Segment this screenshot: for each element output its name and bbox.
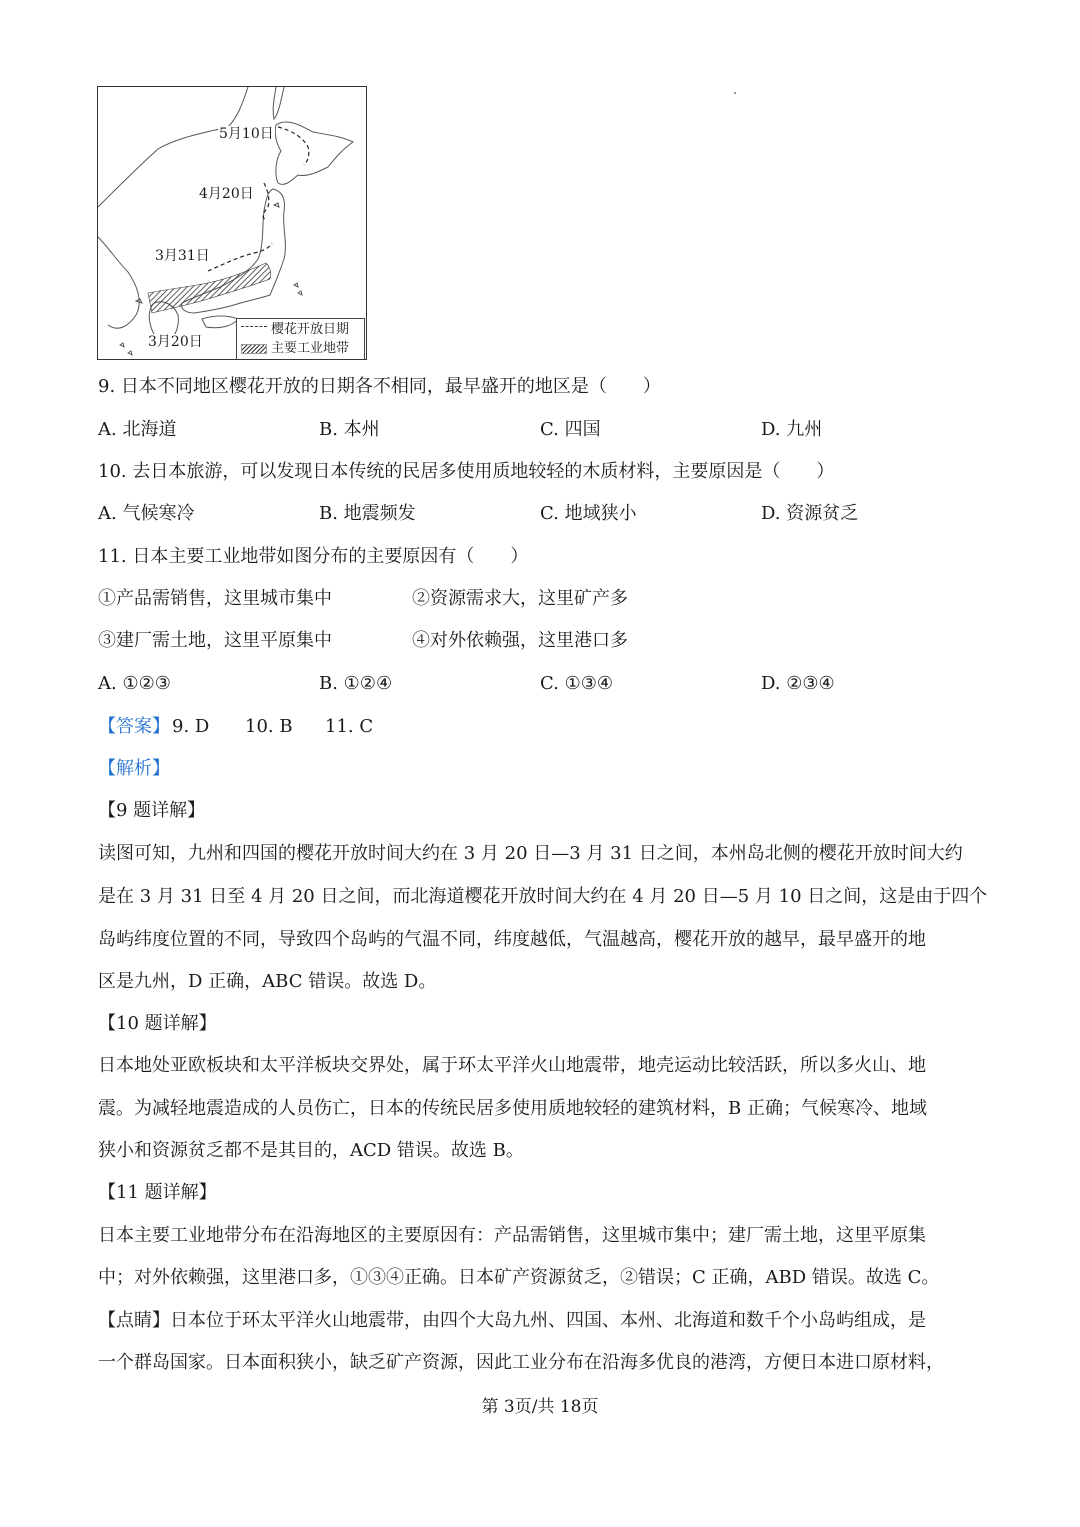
sakhalin <box>273 87 284 119</box>
hatched-area-icon <box>241 344 267 354</box>
tip-line-1 <box>98 1309 926 1333</box>
q9-option-d: D. 九州 <box>761 419 823 440</box>
isoline-may10 <box>278 127 309 165</box>
label-may10: 5月10日 <box>219 126 274 142</box>
answer-11: 11. C <box>325 716 374 737</box>
q11-option-b: B. ①②④ <box>319 673 393 694</box>
q11-option-c: C. ①③④ <box>540 673 613 694</box>
legend-dashed: 樱花开放日期 <box>241 321 349 339</box>
label-apr20: 4月20日 <box>199 186 254 202</box>
hokkaido <box>275 122 353 184</box>
d10-line-3: 狭小和资源贫乏都不是其目的，ACD 错误。故选 B。 <box>98 1140 524 1161</box>
d9-line-4: 区是九州，D 正确，ABC 错误。故选 D。 <box>98 971 437 992</box>
page-footer: 第 3页/共 18页 <box>481 1397 599 1417</box>
stray-dot <box>734 92 736 94</box>
q11-item-2: ②资源需求大，这里矿产多 <box>412 588 628 609</box>
analysis-tag: 【解析】 <box>98 758 170 779</box>
d9-line-2: 是在 3 月 31 日至 4 月 20 日之间，而北海道樱花开放时间大约在 4 月 20 日—5 月 10 日之间，这是由于四个 <box>98 886 988 907</box>
d10-line-2: 震。为减轻地震造成的人员伤亡，日本的传统民居多使用质地较轻的建筑材料，B 正确；气候寒冷、地域 <box>98 1098 927 1119</box>
d9-line-3: 岛屿纬度位置的不同，导致四个岛屿的气温不同，纬度越低，气温越高，樱花开放的越早，最早盛开的地 <box>98 929 926 950</box>
d9-line-1: 读图可知，九州和四国的樱花开放时间大约在 3 月 20 日—3 月 31 日之间，本州岛北侧的樱花开放时间大约 <box>98 843 963 864</box>
korean-peninsula <box>98 237 139 328</box>
q9-option-c: C. 四国 <box>540 419 601 440</box>
q9-option-b: B. 本州 <box>319 419 380 440</box>
q10-stem: 10. 去日本旅游，可以发现日本传统的民居多使用质地较轻的木质材料，主要原因是（ ） <box>98 461 835 482</box>
tip-text-1: 日本位于环太平洋火山地震带，由四个大岛九州、四国、本州、北海道和数千个小岛屿组成，是 <box>170 1310 926 1331</box>
japan-map-figure <box>97 86 367 360</box>
label-mar20: 3月20日 <box>148 334 203 350</box>
q10-option-b: B. 地震频发 <box>319 503 416 524</box>
d11-line-2: 中；对外依赖强，这里港口多，①③④正确。日本矿产资源贫乏，②错误；C 正确，ABD 错误。故选 C。 <box>98 1267 940 1288</box>
d10-line-1: 日本地处亚欧板块和太平洋板块交界处，属于环太平洋火山地震带，地壳运动比较活跃，所以多火山、地 <box>98 1055 926 1076</box>
answer-10: 10. B <box>245 716 293 737</box>
map-legend <box>236 318 365 360</box>
answer-9: 9. D <box>172 716 210 737</box>
q11-stem: 11. 日本主要工业地带如图分布的主要原因有（ ） <box>98 546 529 567</box>
d10-title: 【10 题详解】 <box>98 1013 217 1034</box>
q10-option-a: A. 气候寒冷 <box>98 503 195 524</box>
q11-item-3: ③建厂需土地，这里平原集中 <box>98 630 332 651</box>
dashed-line-icon <box>241 326 267 327</box>
answer-tag: 【答案】 <box>98 716 170 737</box>
q10-option-c: C. 地域狭小 <box>540 503 637 524</box>
label-mar31: 3月31日 <box>155 248 210 264</box>
q11-item-1: ①产品需销售，这里城市集中 <box>98 588 332 609</box>
q11-option-a: A. ①②③ <box>98 673 171 694</box>
q9-option-a: A. 北海道 <box>98 419 177 440</box>
q10-option-d: D. 资源贫乏 <box>761 503 859 524</box>
d9-title: 【9 题详解】 <box>98 800 206 821</box>
d11-line-1: 日本主要工业地带分布在沿海地区的主要原因有：产品需销售，这里城市集中；建厂需土地，这里平原集 <box>98 1225 926 1246</box>
tip-title: 【点睛】 <box>98 1310 170 1331</box>
q11-option-d: D. ②③④ <box>761 673 835 694</box>
tip-line-2: 一个群岛国家。日本面积狭小，缺乏矿产资源，因此工业分布在沿海多优良的港湾，方便日本进口原材料， <box>98 1352 944 1373</box>
q9-stem: 9. 日本不同地区樱花开放的日期各不相同，最早盛开的地区是（ ） <box>98 376 661 397</box>
q11-item-4: ④对外依赖强，这里港口多 <box>412 630 628 651</box>
shikoku <box>202 316 238 328</box>
d11-title: 【11 题详解】 <box>98 1182 217 1203</box>
legend-hatched: 主要工业地带 <box>241 340 349 358</box>
